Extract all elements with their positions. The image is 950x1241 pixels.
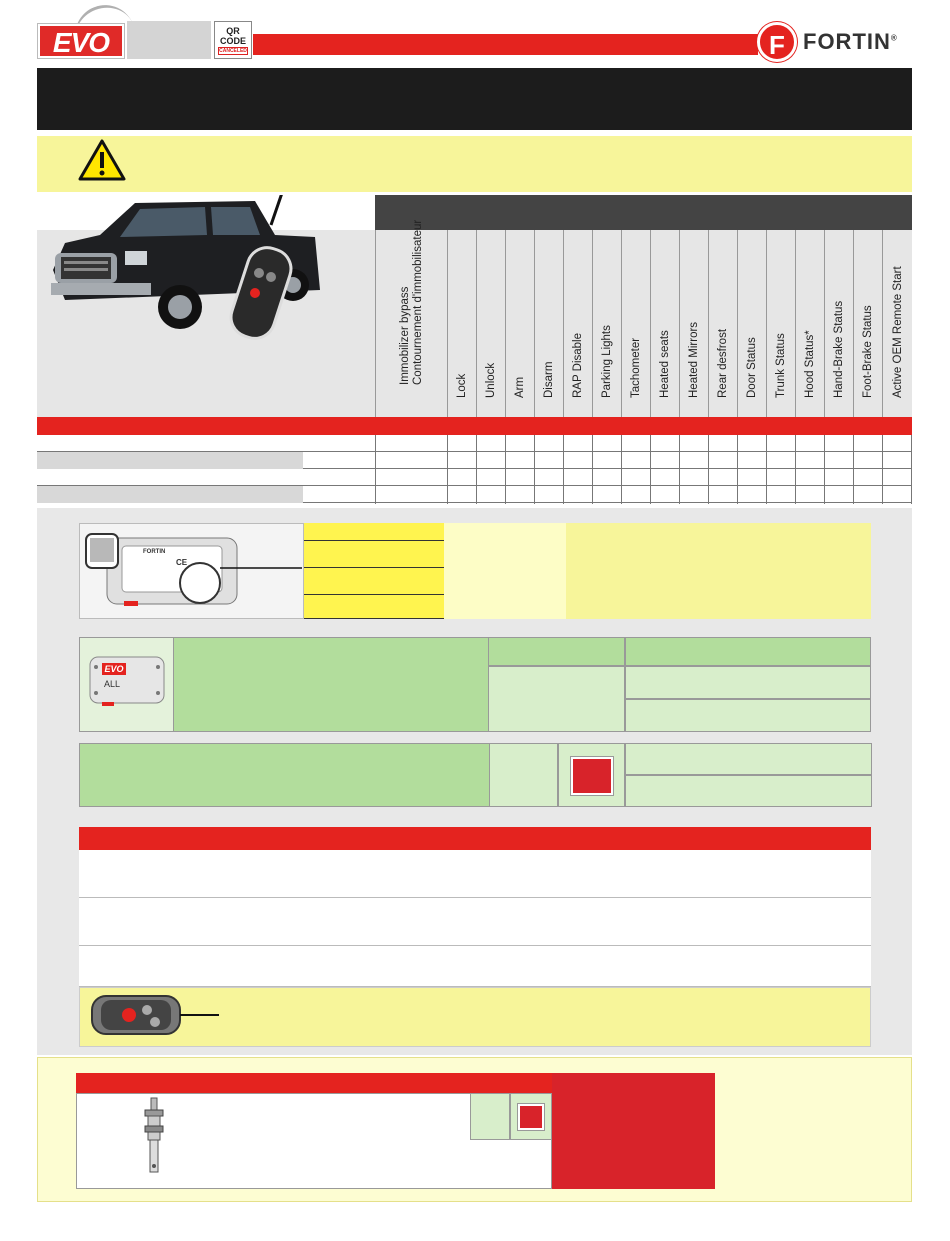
feature-label-en: Tachometer <box>630 337 642 398</box>
header-grey-box <box>127 21 211 59</box>
grid-line <box>621 435 622 504</box>
feature-column-header <box>824 230 853 417</box>
feature-label-en: Immobilizer bypass <box>398 286 411 385</box>
evo-all-label: ALL <box>104 679 121 689</box>
feature-label-en: Heated Mirrors <box>688 321 700 398</box>
table-row-label <box>37 452 303 469</box>
feature-column-header <box>679 230 708 417</box>
grid-line <box>505 435 506 504</box>
green-header-cell <box>488 637 625 666</box>
feature-column-header <box>795 230 824 417</box>
feature-column-header <box>882 230 912 417</box>
qr-label: QR <box>226 26 240 36</box>
feature-label-en: RAP Disable <box>572 333 584 398</box>
feature-column-label <box>456 374 469 398</box>
grid-line <box>911 435 912 504</box>
feature-column-label <box>833 301 846 398</box>
feature-column-label <box>775 333 788 398</box>
feature-column-label <box>717 329 730 398</box>
feature-column-header <box>592 230 621 417</box>
feature-column-label <box>399 220 425 385</box>
fortin-logo-icon: F <box>757 22 797 62</box>
feature-column-header <box>563 230 592 417</box>
table-row <box>303 486 912 503</box>
feature-column-header <box>650 230 679 417</box>
firmware-cell <box>304 523 444 541</box>
grid-line <box>766 435 767 504</box>
grid-line <box>737 435 738 504</box>
feature-label-en: Foot-Brake Status <box>862 305 874 398</box>
warning-band <box>37 136 912 192</box>
feature-column-label <box>746 337 759 398</box>
green-value-cell <box>625 666 871 699</box>
pickup-truck-image <box>45 195 370 345</box>
feature-column-header <box>534 230 563 417</box>
grid-line <box>679 435 680 504</box>
feature-column-header <box>505 230 534 417</box>
feature-column-label <box>543 362 556 398</box>
canceled-label: CANCELED <box>219 48 247 54</box>
firmware-cell <box>304 568 444 595</box>
feature-column-header <box>708 230 737 417</box>
grid-line <box>375 435 376 504</box>
feature-column-label <box>659 330 672 398</box>
feature-column-label <box>485 363 498 398</box>
installation-step-row <box>79 946 871 987</box>
hood-option-cell <box>470 1093 510 1140</box>
module-unit-image <box>82 528 302 614</box>
feature-label-en: Heated seats <box>659 330 671 398</box>
green-value-cell <box>625 699 871 732</box>
feature-column-header <box>476 230 505 417</box>
firmware-version-cell <box>444 523 566 619</box>
grid-line <box>650 435 651 504</box>
title-band <box>37 68 912 130</box>
grid-line <box>447 435 448 504</box>
option-cell <box>625 743 872 775</box>
grid-line <box>476 435 477 504</box>
hood-switch-header <box>76 1073 552 1093</box>
feature-column-label <box>862 305 875 398</box>
code-label: CODE <box>219 36 246 46</box>
feature-column-label <box>804 330 817 398</box>
table-row <box>37 469 912 486</box>
fortin-brand-text: FORTIN <box>803 29 891 54</box>
qr-code-canceled-badge <box>214 21 252 59</box>
installation-steps-header <box>79 827 871 850</box>
option-cell <box>625 775 872 807</box>
green-header-cell <box>625 637 871 666</box>
feature-label-en: Lock <box>456 373 468 398</box>
feature-column-header <box>375 219 447 417</box>
header-red-bar <box>253 34 758 55</box>
feature-label-en: Hand-Brake Status <box>833 300 845 398</box>
flip-key-image <box>89 992 221 1040</box>
feature-column-header <box>447 230 476 417</box>
option-cell <box>489 743 558 807</box>
feature-label-en: Arm <box>514 376 526 398</box>
table-row <box>37 435 912 452</box>
feature-column-header <box>853 230 882 417</box>
grid-line <box>795 435 796 504</box>
feature-column-header <box>766 230 795 417</box>
evo-all-unit-image <box>86 653 168 711</box>
red-indicator-square <box>571 757 613 795</box>
module-brand-label: FORTIN <box>143 549 166 555</box>
feature-label-en: Door Status <box>746 337 758 398</box>
feature-label-en: Rear desfrost <box>717 328 729 398</box>
hood-warning-box <box>552 1073 715 1189</box>
evo-all-logo: EVO <box>104 664 124 674</box>
grid-line <box>708 435 709 504</box>
table-row-label <box>37 486 303 503</box>
feature-label-en: Hood Status* <box>804 330 816 398</box>
feature-label-en: Active OEM Remote Start <box>891 266 904 398</box>
feature-column-label <box>688 322 701 398</box>
evo-logo: EVO <box>38 24 124 58</box>
feature-column-label <box>572 333 585 398</box>
grid-line <box>882 435 883 504</box>
feature-label-en: Parking Lights <box>601 325 613 398</box>
feature-column-label <box>514 377 527 398</box>
installation-step-row <box>79 898 871 946</box>
registered-mark: ® <box>890 33 898 43</box>
feature-label-fr: Contournement d'immobilisateur <box>411 219 424 385</box>
grid-line <box>824 435 825 504</box>
feature-label-en: Trunk Status <box>775 333 787 398</box>
feature-label-en: Unlock <box>485 362 497 398</box>
feature-label-en: Disarm <box>543 361 555 398</box>
feature-column-label <box>630 338 643 398</box>
ce-mark: CE <box>176 558 188 567</box>
red-indicator-square <box>518 1104 544 1130</box>
grid-line <box>534 435 535 504</box>
grid-line <box>563 435 564 504</box>
feature-column-header <box>621 230 650 417</box>
fortin-brand <box>803 29 898 55</box>
firmware-cell <box>304 541 444 568</box>
installation-step-row <box>79 850 871 898</box>
features-header-band <box>375 195 912 230</box>
feature-column-label <box>892 266 905 398</box>
features-red-strip <box>37 417 912 435</box>
feature-column-label <box>601 325 614 398</box>
hood-pin-switch-image <box>141 1096 167 1176</box>
grid-line <box>592 435 593 504</box>
firmware-cell <box>304 595 444 619</box>
feature-column-header <box>737 230 766 417</box>
table-row <box>303 452 912 469</box>
warning-triangle-icon <box>77 138 127 182</box>
green-value-cell <box>488 666 625 732</box>
grid-line <box>853 435 854 504</box>
